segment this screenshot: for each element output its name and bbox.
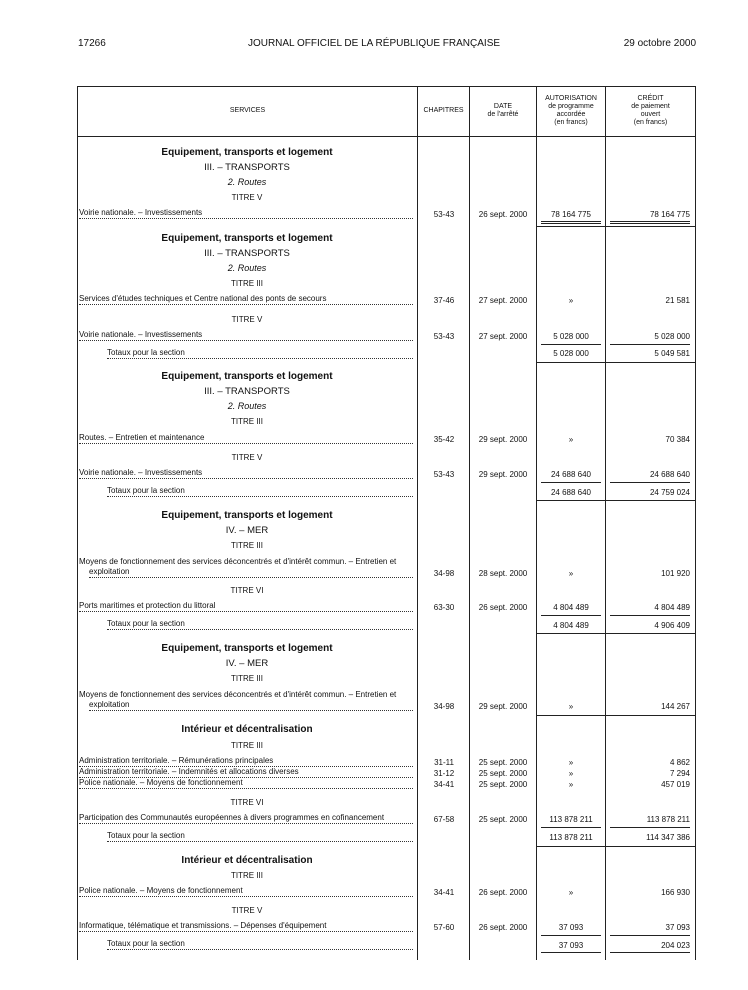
section-separator [537,362,695,363]
col-header-credit: CRÉDIT de paiement ouvert (en francs) [631,95,670,126]
ministry-heading: Equipement, transports et logement [161,233,333,244]
decree-date: 26 sept. 2000 [478,603,528,612]
row-label: Police nationale. – Moyens de fonctionnement [79,886,413,897]
ministry-heading: Intérieur et décentralisation [181,855,313,866]
chapter-code: 53-43 [433,210,455,219]
row-label-line2: exploitation [89,567,413,578]
ap-amount: 78 164 775 [550,210,592,219]
cp-amount: 78 164 775 [649,210,690,219]
cp-amount: 70 384 [665,435,690,444]
decree-date: 26 sept. 2000 [478,923,528,932]
row-label: Voirie nationale. – Investissements [79,468,413,479]
ap-amount: 24 688 640 [550,470,592,479]
row-label: Ports maritimes et protection du littoral [79,601,413,612]
cp-amount: 24 688 640 [649,470,690,479]
decree-date: 29 sept. 2000 [478,470,528,479]
cp-amount: 113 878 211 [646,815,690,824]
decree-date: 27 sept. 2000 [478,296,528,305]
row-label: Voirie nationale. – Investissements [79,208,413,219]
chapter-code: 35-42 [433,435,455,444]
section-heading: IV. – MER [225,658,269,669]
subsection-heading: 2. Routes [227,263,267,273]
ap-amount: » [568,296,574,305]
ministry-heading: Equipement, transports et logement [161,643,333,654]
chapter-code: 34-98 [433,569,455,578]
ap-amount: » [568,780,574,789]
amount-underline [610,952,690,953]
row-label: Voirie nationale. – Investissements [79,330,413,341]
section-total-label: Totaux pour la section [107,939,413,950]
page-number: 17266 [78,38,106,49]
section-heading: IV. – MER [225,525,269,536]
section-heading: III. – TRANSPORTS [204,162,290,173]
amount-underline [610,482,690,483]
cp-amount: 37 093 [665,923,690,932]
decree-date: 27 sept. 2000 [478,332,528,341]
ministry-heading: Equipement, transports et logement [161,147,333,158]
journal-title: JOURNAL OFFICIEL DE LA RÉPUBLIQUE FRANÇAISE [247,38,501,49]
cp-total: 4 906 409 [654,621,690,630]
ap-amount: » [568,569,574,578]
ap-total: 4 804 489 [553,621,589,630]
ap-amount: » [568,702,574,711]
subsection-heading: 2. Routes [227,177,267,187]
amount-underline [610,221,690,222]
titre-heading: TITRE VI [230,586,264,595]
row-label-line1: Moyens de fonctionnement des services déconcentrés et d'intérêt commun. – Entretien et [79,557,397,566]
amount-underline [610,935,690,936]
amount-underline [541,952,601,953]
amount-underline [541,223,601,224]
section-separator [537,633,695,634]
cp-total: 5 049 581 [654,349,690,358]
ap-total: 5 028 000 [553,349,589,358]
ap-amount: » [568,435,574,444]
section-total-label: Totaux pour la section [107,831,413,842]
cp-amount: 21 581 [665,296,690,305]
titre-heading: TITRE VI [230,798,264,807]
section-separator [537,226,695,227]
decree-date: 25 sept. 2000 [478,758,528,767]
cp-total: 24 759 024 [649,488,690,497]
section-separator [537,500,695,501]
cp-amount: 7 294 [669,769,690,778]
titre-heading: TITRE III [231,674,263,683]
chapter-code: 63-30 [433,603,455,612]
chapter-code: 31-11 [434,758,454,767]
decree-date: 26 sept. 2000 [478,888,528,897]
amount-underline [541,482,601,483]
decree-date: 25 sept. 2000 [478,769,528,778]
cp-amount: 4 862 [669,758,690,767]
amount-underline [610,827,690,828]
decree-date: 25 sept. 2000 [478,780,528,789]
chapter-code: 67-58 [433,815,455,824]
row-label: Administration territoriale. – Rémunérations principales [79,756,413,767]
ministry-heading: Equipement, transports et logement [161,371,333,382]
cp-amount: 166 930 [661,888,690,897]
col-header-autorisation: AUTORISATION de programme accordée (en francs) [545,95,597,126]
header-separator [77,136,696,137]
cp-amount: 101 920 [661,569,690,578]
ap-amount: » [568,888,574,897]
ap-total: 113 878 211 [549,833,593,842]
row-label-line1: Moyens de fonctionnement des services déconcentrés et d'intérêt commun. – Entretien et [79,690,397,699]
amount-underline [541,935,601,936]
ap-amount: 37 093 [558,923,584,932]
titre-heading: TITRE V [231,453,263,462]
section-total-label: Totaux pour la section [107,486,413,497]
chapter-code: 37-46 [433,296,455,305]
ap-amount: » [568,758,574,767]
chapter-code: 34-41 [433,780,455,789]
amount-underline [610,615,690,616]
cp-amount: 5 028 000 [654,332,690,341]
chapter-code: 31-12 [433,769,455,778]
cp-amount: 457 019 [661,780,690,789]
cp-total: 204 023 [661,941,690,950]
amount-underline [610,344,690,345]
row-label-line2: exploitation [89,700,413,711]
row-label: Informatique, télématique et transmissions. – Dépenses d'équipement [79,921,413,932]
col-header-chapitres: CHAPITRES [423,107,464,114]
chapter-code: 34-41 [433,888,455,897]
section-separator [537,846,695,847]
row-label: Police nationale. – Moyens de fonctionnement [79,778,413,789]
section-separator [537,715,695,716]
subsection-heading: 2. Routes [227,401,267,411]
chapter-code: 53-43 [433,332,455,341]
titre-heading: TITRE III [231,417,263,426]
issue-date: 29 octobre 2000 [623,38,696,49]
ministry-heading: Equipement, transports et logement [161,510,333,521]
amount-underline [541,344,601,345]
titre-heading: TITRE V [231,906,263,915]
row-label: Participation des Communautés européennes à divers programmes en cofinancement [79,813,413,824]
decree-date: 25 sept. 2000 [478,815,528,824]
amount-underline [541,221,601,222]
titre-heading: TITRE III [231,871,263,880]
amount-underline [541,827,601,828]
section-heading: III. – TRANSPORTS [204,386,290,397]
decree-date: 29 sept. 2000 [478,702,528,711]
ap-total: 37 093 [558,941,584,950]
titre-heading: TITRE III [231,541,263,550]
amount-underline [610,223,690,224]
ap-total: 24 688 640 [550,488,592,497]
titre-heading: TITRE V [231,315,263,324]
chapter-code: 57-60 [433,923,455,932]
decree-date: 28 sept. 2000 [478,569,528,578]
chapter-code: 53-43 [433,470,455,479]
ap-amount: 5 028 000 [553,332,589,341]
row-label: Routes. – Entretien et maintenance [79,433,413,444]
row-label: Services d'études techniques et Centre national des ponts de secours [79,294,413,305]
titre-heading: TITRE III [231,279,263,288]
section-total-label: Totaux pour la section [107,348,413,359]
chapter-code: 34-98 [433,702,455,711]
ap-amount: 113 878 211 [549,815,593,824]
col-header-services: SERVICES [229,107,266,114]
section-total-label: Totaux pour la section [107,619,413,630]
col-header-date: DATE de l'arrêté [487,103,519,118]
cp-amount: 144 267 [661,702,690,711]
section-heading: III. – TRANSPORTS [204,248,290,259]
row-label: Administration territoriale. – Indemnités et allocations diverses [79,767,413,778]
ministry-heading: Intérieur et décentralisation [181,724,313,735]
titre-heading: TITRE III [231,741,263,750]
decree-date: 29 sept. 2000 [478,435,528,444]
cp-total: 114 347 386 [646,833,690,842]
titre-heading: TITRE V [231,193,263,202]
amount-underline [541,615,601,616]
ap-amount: 4 804 489 [553,603,589,612]
cp-amount: 4 804 489 [654,603,690,612]
decree-date: 26 sept. 2000 [478,210,528,219]
ap-amount: » [568,769,574,778]
